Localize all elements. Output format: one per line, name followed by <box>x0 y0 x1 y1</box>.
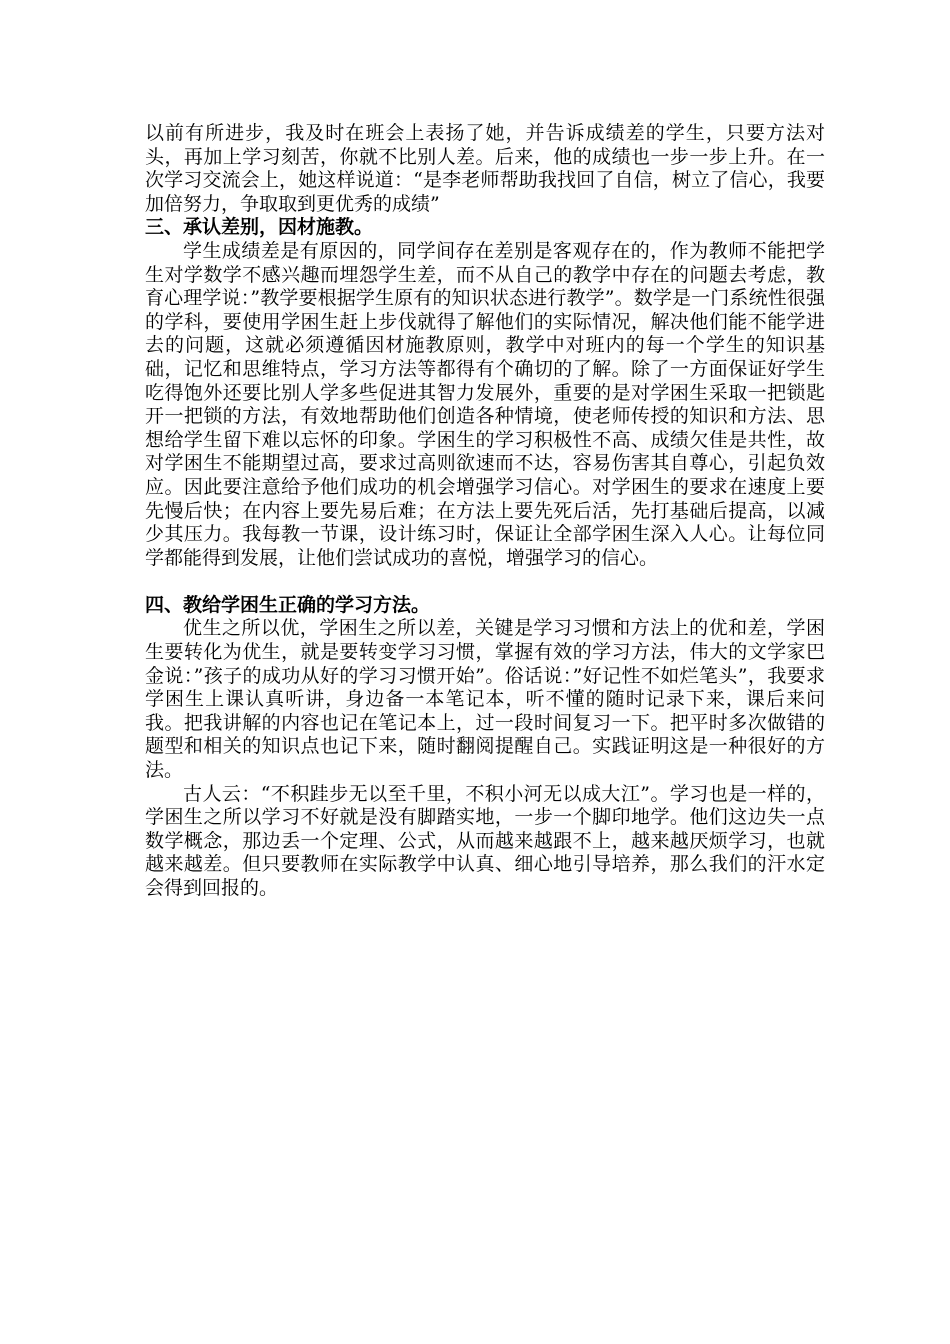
document-page <box>145 122 825 901</box>
section-heading-3: 三、承认差别，因材施教。 <box>145 216 374 239</box>
blank-line <box>145 570 825 594</box>
section-4-paragraph-1: 优生之所以优，学困生之所以差，关键是学习习惯和方法上的优和差，学困生要转化为优生，就是要转变学习习惯，掌握有效的学习方法，伟大的文学家巴金说：”孩子的成功从好的学习习惯开始”。俗话说：”好记性不如烂笔头”，我要求学困生上课认真听讲，身边备一本笔记本，听不懂的随时记录下来，课后来问我。把我讲解的内容也记在笔记本上，过一段时间复习一下。把平时多次做错的题型和相关的知识点也记下来，随时翻阅提醒自己。实践证明这是一种很好的方法。 <box>145 617 825 782</box>
section-4-paragraph-2: 古人云：“不积跬步无以至千里，不积小河无以成大江”。学习也是一样的，学困生之所以学习不好就是没有脚踏实地，一步一个脚印地学。他们这边失一点数学概念，那边丢一个定理、公式，从而越来越跟不上，越来越厌烦学习，也就越来越差。但只要教师在实际教学中认真、细心地引导培养，那么我们的汗水定会得到回报的。 <box>145 782 825 899</box>
section-heading-4: 四、教给学困生正确的学习方法。 <box>145 593 431 616</box>
intro-paragraph: 以前有所进步，我及时在班会上表扬了她，并告诉成绩差的学生，只要方法对头，再加上学习刻苦，你就不比别人差。后来，他的成绩也一步一步上升。在一次学习交流会上，她这样说道：“是李老师帮助我找回了自信，树立了信心，我要加倍努力，争取取到更优秀的成绩” <box>145 122 825 215</box>
section-3-paragraph: 学生成绩差是有原因的，同学间存在差别是客观存在的，作为教师不能把学生对学数学不感兴趣而埋怨学生差，而不从自己的教学中存在的问题去考虑，教育心理学说：”教学要根据学生原有的知识状态进行教学”。数学是一门系统性很强的学科，要使用学困生赶上步伐就得了解他们的实际情况，解决他们能不能学进去的问题，这就必须遵循因材施教原则，教学中对班内的每一个学生的知识基础，记忆和思维特点，学习方法等都得有个确切的了解。除了一方面保证好学生吃得饱外还要比别人学多些促进其智力发展外，重要的是对学困生采取一把锁匙开一把锁的方法，有效地帮助他们创造各种情境，使老师传授的知识和方法、思想给学生留下难以忘怀的印象。学困生的学习积极性不高、成绩欠佳是共性，故对学困生不能期望过高，要求过高则欲速而不达，容易伤害其自尊心，引起负效应。因此要注意给予他们成功的机会增强学习信心。对学困生的要求在速度上要先慢后快；在内容上要先易后难；在方法上要先死后活，先打基础后提高，以减少其压力。我每教一节课，设计练习时，保证让全部学困生深入人心。让每位同学都能得到发展，让他们尝试成功的喜悦，增强学习的信心。 <box>145 239 825 569</box>
